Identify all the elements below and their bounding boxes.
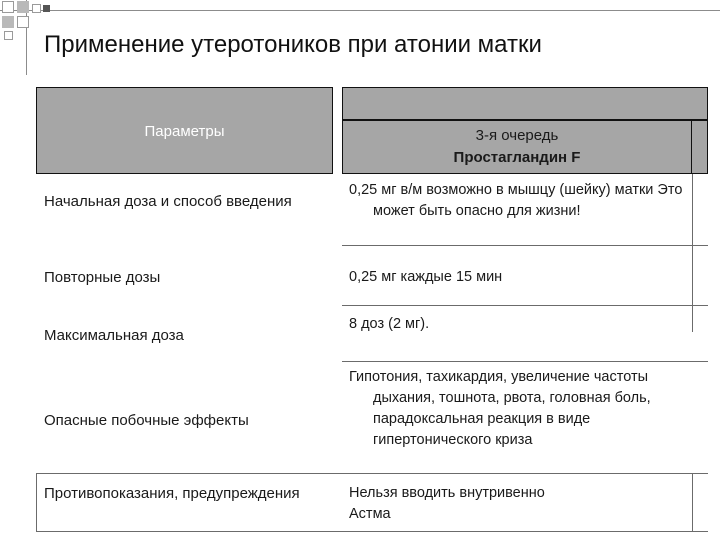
row-value-text: 0,25 мг в/м возможно в мышцу (шейку) матки Это может быть опасно для жизни! [349, 182, 683, 219]
header-parameters-label: Параметры [144, 123, 225, 140]
deco-square [32, 4, 41, 13]
row-contraindications-value [349, 483, 684, 525]
row-divider [342, 305, 708, 306]
row-side-effects-value [349, 367, 684, 451]
row-value-text: Гипотония, тахикардия, увеличение частоты дыхания, тошнота, рвота, головная боль, парадоксальная реакция в виде гипертонического криза [349, 369, 651, 448]
row-initial-dose-value [349, 180, 684, 222]
header-cell-strip [692, 120, 708, 174]
slide-title: Применение утеротоников при атонии матки [44, 31, 542, 58]
row-repeat-doses-value: 0,25 мг каждые 15 мин [349, 269, 503, 285]
deco-square [4, 31, 13, 40]
row-param-text: Начальная доза и способ введения [44, 193, 292, 210]
uterotonics-table [36, 87, 708, 532]
top-rule [0, 10, 720, 11]
header-drug-label [342, 125, 692, 169]
row-param-text: Противопоказания, предупреждения [44, 485, 300, 502]
column-right-border [692, 473, 693, 531]
row-value-line: Нельзя вводить внутривенно [349, 485, 545, 501]
deco-square [43, 5, 50, 12]
deco-square [2, 1, 14, 13]
row-side-effects-param: Опасные побочные эффекты [44, 412, 249, 429]
header-drug-name: Простагландин F [453, 149, 581, 166]
deco-square [17, 16, 29, 28]
row-divider [36, 473, 708, 474]
column-right-border [692, 174, 693, 332]
row-initial-dose-param [44, 191, 314, 212]
row-max-dose-value: 8 доз (2 мг). [349, 316, 430, 332]
column-left-border [36, 473, 37, 531]
row-divider [342, 245, 708, 246]
row-divider [342, 361, 708, 362]
header-stage-label: 3-я очередь [475, 127, 559, 144]
row-contraindications-param [44, 483, 314, 504]
deco-square [2, 16, 14, 28]
row-repeat-doses-param: Повторные дозы [44, 269, 161, 286]
table-bottom-border [36, 531, 708, 532]
deco-square [17, 1, 29, 13]
header-cell-top [342, 87, 708, 120]
row-max-dose-param: Максимальная доза [44, 327, 184, 344]
row-value-line: Астма [349, 506, 391, 522]
